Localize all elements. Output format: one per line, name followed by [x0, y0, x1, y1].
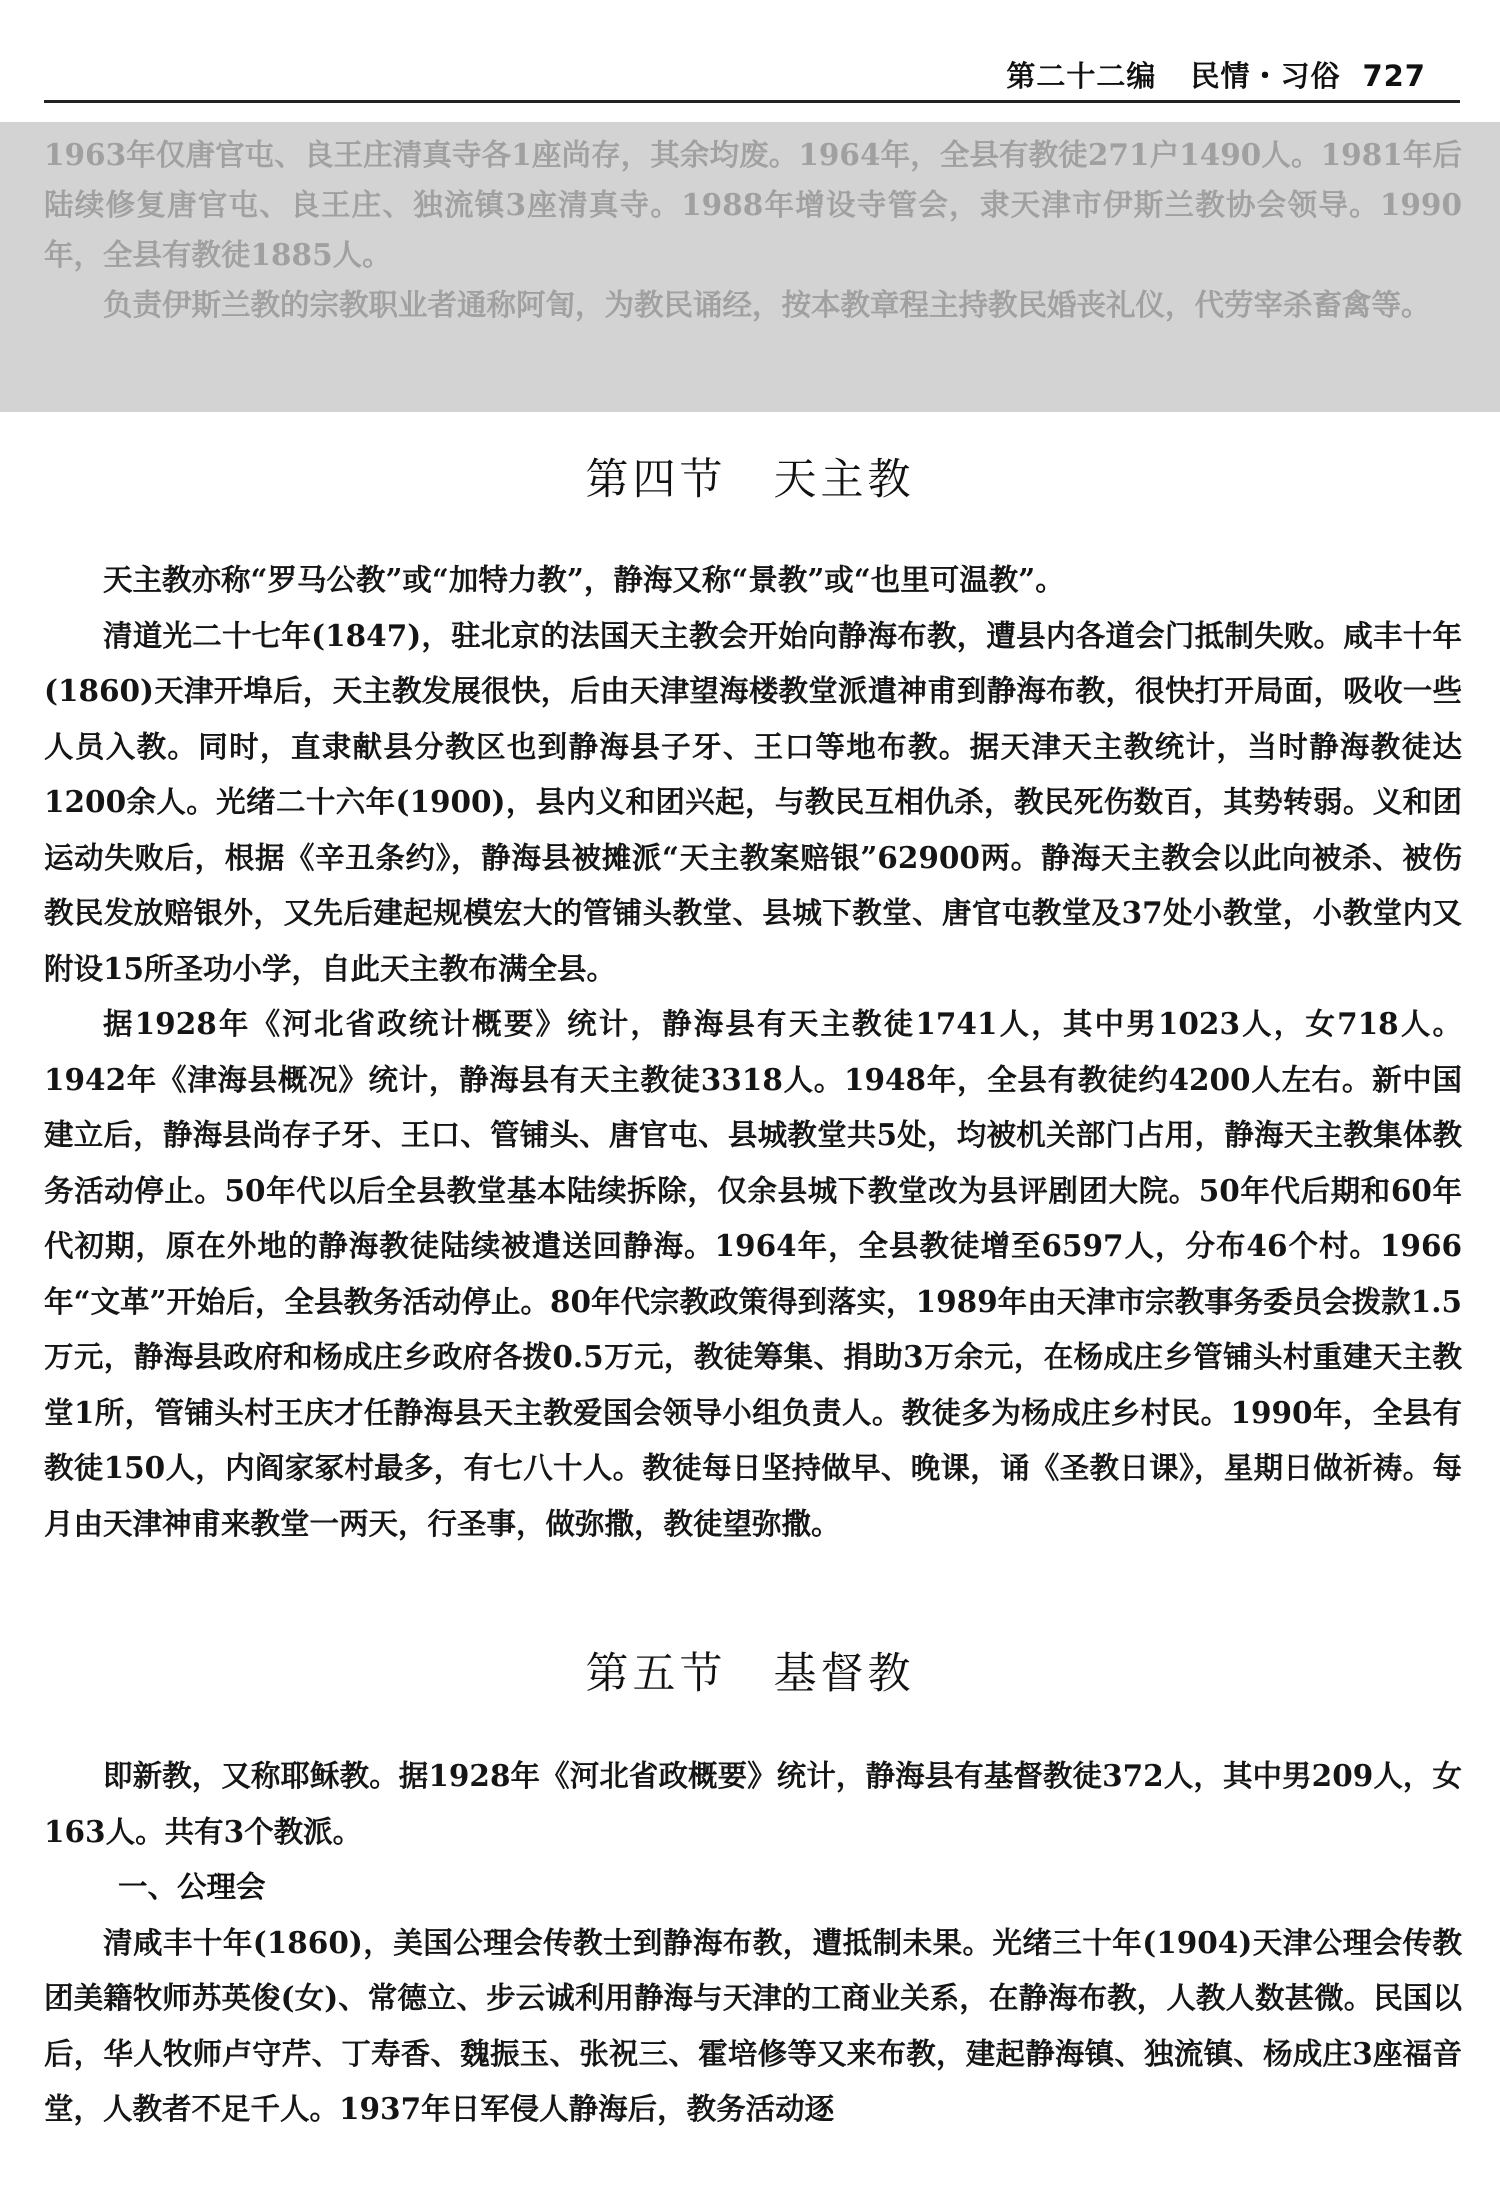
- tail-paragraph-1: 1963年仅唐官屯、良王庄清真寺各1座尚存，其余均废。1964年，全县有教徒271户1490人。1981年后陆续修复唐官屯、良王庄、独流镇3座清真寺。1988年增设寺管会，隶天津市伊斯兰教协会领导。1990年，全县有教徒1885人。: [44, 137, 1462, 272]
- header-rule: [44, 100, 1460, 103]
- section-title-catholicism: 第四节 天主教: [585, 455, 915, 505]
- header-part: 第二十二编: [1006, 59, 1157, 93]
- tail-paragraph-2: 负责伊斯兰教的宗教职业者通称阿訇，为教民诵经，按本教章程主持教民婚丧礼仪，代劳宰杀畜禽等。: [103, 287, 1431, 322]
- page-number: 727: [1362, 59, 1426, 93]
- running-header: [1006, 54, 1426, 95]
- previous-section-tail: [44, 130, 1462, 330]
- section4-paragraph-3: 据1928年《河北省政统计概要》统计，静海县有天主教徒1741人，其中男1023人，女718人。1942年《津海县概况》统计，静海县有天主教徒3318人。1948年，全县有教徒约4200人左右。新中国建立后，静海县尚存子牙、王口、管铺头、唐官屯、县城教堂共5处，均被机关部门占用，静海天主教集体教务活动停止。50年代以后全县教堂基本陆续拆除，仅余县城下教堂改为县评剧团大院。50年代后期和60年代初期，原在外地的静海教徒陆续被遣送回静海。1964年，全县教徒增至6597人，分布46个村。1966年“文革”开始后，全县教务活动停止。80年代宗教政策得到落实，1989年由天津市宗教事务委员会拨款1.5万元，静海县政府和杨成庄乡政府各拨0.5万元，教徒筹集、捐助3万余元，在杨成庄乡管铺头村重建天主教堂1所，管铺头村王庆才任静海县天主教爱国会领导小组负责人。教徒多为杨成庄乡村民。1990年，全县有教徒150人，内阎家冢村最多，有七八十人。教徒每日坚持做早、晚课，诵《圣教日课》，星期日做祈祷。每月由天津神甫来教堂一两天，行圣事，做弥撒，教徒望弥撒。: [44, 1006, 1462, 1541]
- section-title-protestantism: 第五节 基督教: [585, 1649, 915, 1699]
- header-title: 民情・习俗: [1190, 59, 1341, 93]
- subsection-title-congregational: 一、公理会: [118, 1869, 266, 1904]
- section4-paragraph-2: 清道光二十七年(1847)，驻北京的法国天主教会开始向静海布教，遭县内各道会门抵制失败。咸丰十年(1860)天津开埠后，天主教发展很快，后由天津望海楼教堂派遣神甫到静海布教，很快打开局面，吸收一些人员入教。同时，直隶献县分教区也到静海县子牙、王口等地布教。据天津天主教统计，当时静海教徒达1200余人。光绪二十六年(1900)，县内义和团兴起，与教民互相仇杀，教民死伤数百，其势转弱。义和团运动失败后，根据《辛丑条约》，静海县被摊派“天主教案赔银”62900两。静海天主教会以此向被杀、被伤教民发放赔银外，又先后建起规模宏大的管铺头教堂、县城下教堂、唐官屯教堂及37处小教堂，小教堂内又附设15所圣功小学，自此天主教布满全县。: [44, 617, 1462, 986]
- section5-body: [44, 1748, 1462, 2137]
- section4-body: [44, 552, 1462, 1551]
- section4-paragraph-1: 天主教亦称“罗马公教”或“加特力教”，静海又称“景教”或“也里可温教”。: [103, 562, 1065, 597]
- subsection-paragraph: 清咸丰十年(1860)，美国公理会传教士到静海布教，遭抵制未果。光绪三十年(1904)天津公理会传教团美籍牧师苏英俊(女)、常德立、步云诚利用静海与天津的工商业关系，在静海布教，人教人数甚微。民国以后，华人牧师卢守芹、丁寿香、魏振玉、张祝三、霍培修等又来布教，建起静海镇、独流镇、杨成庄3座福音堂，人教者不足千人。1937年日军侵人静海后，教务活动逐: [44, 1924, 1462, 2126]
- section5-intro: 即新教，又称耶稣教。据1928年《河北省政概要》统计，静海县有基督教徒372人，其中男209人，女163人。共有3个教派。: [44, 1758, 1462, 1849]
